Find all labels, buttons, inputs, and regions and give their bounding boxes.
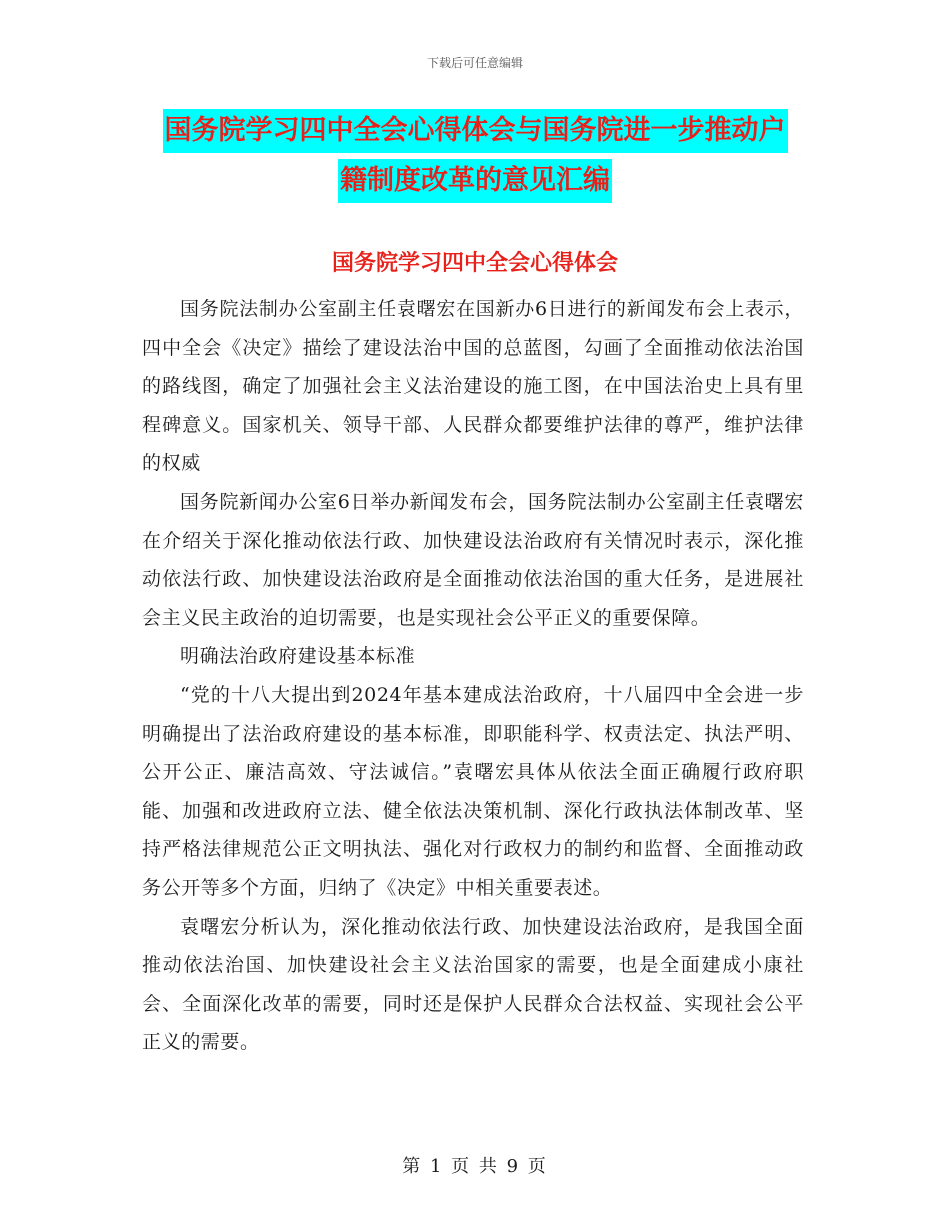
title-line-2: 籍制度改革的意见汇编: [338, 159, 612, 203]
paragraph-4: “党的十八大提出到2024年基本建成法治政府，十八届四中全会进一步明确提出了法治政府建设的基本标准，即职能科学、权责法定、执法严明、公开公正、廉洁高效、守法诚信。”袁曙宏具体从依法全面正确履行政府职能、加强和改进政府立法、健全依法决策机制、深化行政执法体制改革、坚持严格法律规范公正文明执法、强化对行政权力的制约和监督、全面推动政务公开等多个方面，归纳了《决定》中相关重要表述。: [142, 683, 804, 899]
paragraph-2: 国务院新闻办公室6日举办新闻发布会，国务院法制办公室副主任袁曙宏在介绍关于深化推动依法行政、加快建设法治政府有关情况时表示，深化推动依法行政、加快建设法治政府是全面推动依法治国的重大任务，是进展社会主义民主政治的迫切需要，也是实现社会公平正义的重要保障。: [142, 490, 804, 629]
section-heading: 国务院学习四中全会心得体会: [331, 251, 618, 276]
paragraph-1: 国务院法制办公室副主任袁曙宏在国新办6日进行的新闻发布会上表示，四中全会《决定》描绘了建设法治中国的总蓝图，勾画了全面推动依法治国的路线图，确定了加强社会主义法治建设的施工图，在中国法治史上具有里程碑意义。国家机关、领导干部、人民群众都要维护法律的尊严，维护法律的权威: [142, 298, 804, 475]
paragraph-5: 袁曙宏分析认为，深化推动依法行政、加快建设法治政府，是我国全面推动依法治国、加快建设社会主义法治国家的需要，也是全面建成小康社会、全面深化改革的需要，同时还是保护人民群众合法权益、实现社会公平正义的需要。: [142, 915, 804, 1054]
title-line-1: 国务院学习四中全会心得体会与国务院进一步推动户: [163, 109, 788, 153]
paragraph-3: 明确法治政府建设基本标准: [180, 645, 416, 668]
header-note: 下载后可任意编辑: [426, 56, 523, 70]
body-text: [142, 290, 804, 1062]
document-title: [0, 106, 950, 206]
page-footer: 第 1 页 共 9 页: [402, 1156, 548, 1177]
